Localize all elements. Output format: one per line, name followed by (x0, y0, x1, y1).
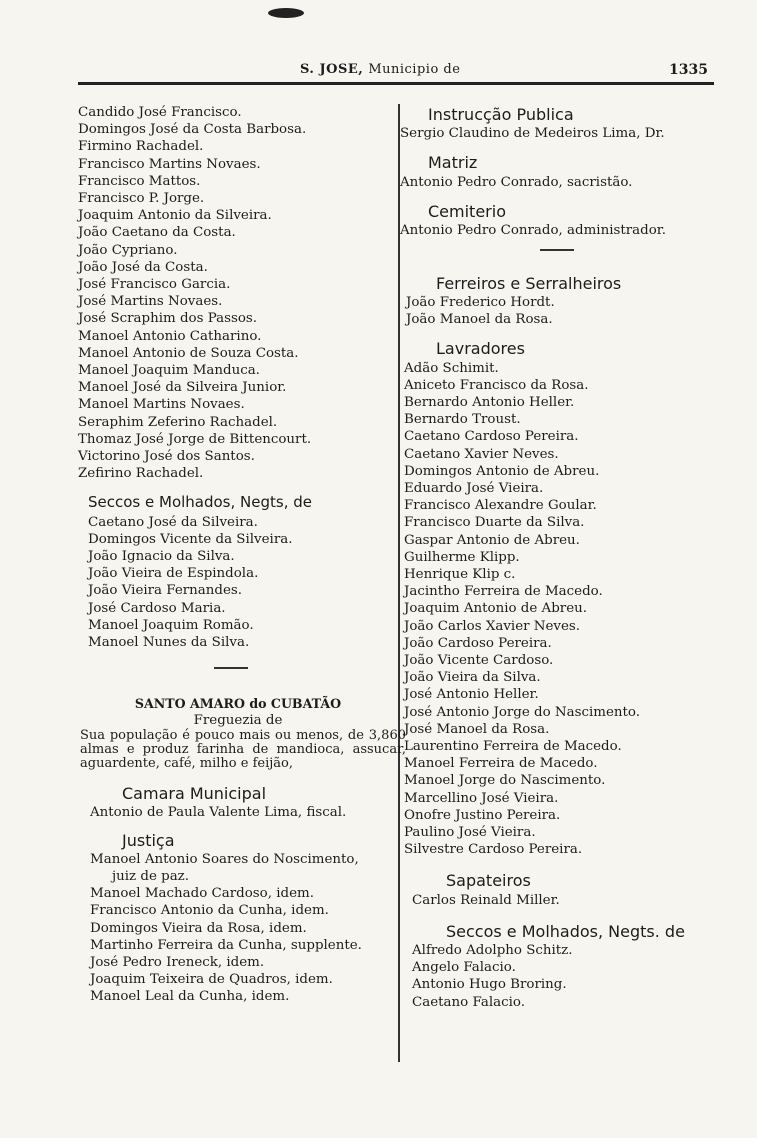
list-item: Manoel Leal da Cunha, idem. (90, 989, 290, 1005)
list-item: Martinho Ferreira da Cunha, supplente. (90, 937, 362, 953)
list-item: Manoel Joaquim Romão. (88, 617, 254, 633)
header-municipio: Municipio de (368, 62, 461, 77)
sapateiros-heading: Sapateiros (446, 871, 531, 891)
list-item: José Antonio Jorge do Nascimento. (404, 704, 640, 720)
name-list-top (78, 104, 408, 482)
list-item: João Caetano da Costa. (78, 225, 236, 241)
list-item: João Cypriano. (78, 242, 178, 258)
list-item: Francisco P. Jorge. (78, 191, 205, 207)
page-header (80, 62, 712, 80)
list-item: José Cardoso Maria. (88, 600, 226, 616)
list-item: João Vieira da Silva. (404, 670, 541, 686)
list-item: Marcellino José Vieira. (404, 790, 559, 806)
list-item: Antonio de Paula Valente Lima, fiscal. (90, 805, 347, 821)
list-item: João Vieira de Espindola. (88, 566, 259, 582)
list-item: Joaquim Antonio de Abreu. (404, 601, 588, 617)
header-place: S. JOSE, (300, 62, 364, 77)
section-divider (214, 667, 248, 669)
left-column (78, 104, 408, 1006)
list-item: José Manoel da Rosa. (404, 721, 550, 737)
lavradores-heading: Lavradores (436, 339, 525, 359)
list-item: José Francisco Garcia. (78, 277, 231, 293)
sapateiros-list (400, 892, 720, 909)
header-rule (78, 82, 714, 85)
list-item: Angelo Falacio. (412, 960, 516, 976)
list-item: Bernardo Troust. (404, 412, 521, 428)
list-item: Guilherme Klipp. (404, 549, 520, 565)
list-item: Manoel Ferreira de Macedo. (404, 756, 598, 772)
right-column (400, 104, 720, 1011)
list-item: Gaspar Antonio de Abreu. (404, 532, 580, 548)
list-item: João Cardoso Pereira. (404, 635, 552, 651)
list-item: João Vicente Cardoso. (404, 652, 554, 668)
cemiterio-line: Antonio Pedro Conrado, administrador. (400, 223, 666, 239)
list-item: José Pedro Ireneck, idem. (90, 955, 265, 971)
instrucao-heading: Instrucção Publica (428, 105, 574, 124)
list-item: João Carlos Xavier Neves. (404, 618, 581, 634)
santo-amaro-heading: SANTO AMARO do CUBATÃO (134, 695, 342, 711)
list-item: Domingos José da Costa Barbosa. (78, 122, 307, 138)
list-item: Caetano Xavier Neves. (404, 446, 559, 462)
list-item: Henrique Klip c. (404, 566, 516, 582)
list-item: juiz de paz. (112, 869, 189, 885)
seccos-list-left (78, 514, 408, 652)
list-item: Domingos Vieira da Rosa, idem. (90, 920, 307, 936)
populacao-text: Sua população é pouco mais ou menos, de 3,860 almas e produz farinha de mandioca, assucar, aguardente, café, milho e feijão, (80, 728, 406, 772)
list-item: Bernardo Antonio Heller. (404, 394, 575, 410)
list-item: Domingos Vicente da Silveira. (88, 531, 293, 547)
list-item: Francisco Martins Novaes. (78, 156, 261, 172)
list-item: Adão Schimit. (404, 360, 499, 376)
list-item: Onofre Justino Pereira. (404, 807, 561, 823)
list-item: Caetano Cardoso Pereira. (404, 429, 579, 445)
list-item: João Vieira Fernandes. (88, 583, 243, 599)
list-item: Laurentino Ferreira de Macedo. (404, 739, 622, 754)
list-item: Domingos Antonio de Abreu. (404, 463, 600, 479)
camara-list (78, 804, 408, 821)
list-item: Seraphim Zeferino Rachadel. (78, 414, 278, 430)
list-item: Manoel Martins Novaes. (78, 397, 245, 413)
list-item: Manoel Antonio de Souza Costa. (78, 345, 299, 361)
instrucao-line: Sergio Claudino de Medeiros Lima, Dr. (400, 126, 665, 142)
page-number: 1335 (669, 62, 708, 78)
list-item: João José da Costa. (78, 259, 208, 275)
matriz-heading: Matriz (428, 153, 478, 173)
list-item: Eduardo José Vieira. (404, 480, 544, 496)
seccos-heading-left: Seccos e Molhados, Negts, de (88, 493, 312, 512)
list-item: Manoel Antonio Soares do Noscimento, (90, 851, 359, 867)
header-title (300, 62, 460, 77)
list-item: Francisco Antonio da Cunha, idem. (90, 903, 329, 919)
list-item: Caetano Falacio. (412, 994, 525, 1010)
list-item: Manoel Jorge do Nascimento. (404, 773, 606, 789)
list-item: Francisco Alexandre Goular. (404, 498, 597, 514)
list-item: Candido José Francisco. (78, 105, 242, 120)
freguezia-label: Freguezia de (193, 713, 283, 728)
matriz-line: Antonio Pedro Conrado, sacristão. (400, 174, 633, 190)
lavradores-list (400, 360, 720, 859)
list-item: João Ignacio da Silva. (88, 549, 235, 565)
list-item: Manoel José da Silveira Junior. (78, 380, 287, 396)
list-item: Aniceto Francisco da Rosa. (404, 377, 589, 393)
list-item: Caetano José da Silveira. (88, 514, 258, 530)
ferreiros-list (400, 294, 720, 328)
list-item: Jacintho Ferreira de Macedo. (404, 584, 603, 600)
list-item: Alfredo Adolpho Schitz. (412, 943, 573, 959)
ferreiros-heading: Ferreiros e Serralheiros (436, 273, 622, 293)
list-item: Manoel Joaquim Manduca. (78, 363, 260, 379)
list-item: Francisco Mattos. (78, 173, 201, 189)
list-item: Carlos Reinald Miller. (412, 892, 560, 908)
justica-heading: Justiça (122, 830, 175, 850)
list-item: Francisco Duarte da Silva. (404, 515, 585, 531)
list-item: Manoel Machado Cardoso, idem. (90, 886, 314, 902)
ink-blot (268, 8, 304, 18)
list-item: Manoel Nunes da Silva. (88, 635, 250, 651)
list-item: Thomaz José Jorge de Bittencourt. (78, 431, 312, 447)
list-item: Manoel Antonio Catharino. (78, 328, 262, 344)
list-item: João Frederico Hordt. (406, 294, 555, 310)
list-item: Victorino José dos Santos. (78, 449, 255, 465)
list-item: Joaquim Antonio da Silveira. (78, 208, 272, 224)
list-item: Joaquim Teixeira de Quadros, idem. (90, 972, 333, 988)
list-item: José Antonio Heller. (404, 687, 539, 703)
camara-heading: Camara Municipal (122, 784, 267, 804)
seccos-heading-right: Seccos e Molhados, Negts. de (446, 921, 685, 941)
list-item: Paulino José Vieira. (404, 825, 536, 841)
list-item: Zefirino Rachadel. (78, 466, 204, 482)
list-item: Antonio Hugo Broring. (412, 977, 567, 993)
list-item: José Martins Novaes. (78, 294, 223, 310)
justica-list (78, 851, 408, 1006)
section-divider (540, 249, 574, 251)
list-item: Firmino Rachadel. (78, 139, 204, 155)
cemiterio-heading: Cemiterio (428, 201, 506, 221)
seccos-list-right (400, 942, 720, 1011)
list-item: José Scraphim dos Passos. (78, 311, 258, 327)
list-item: João Manoel da Rosa. (406, 312, 553, 328)
list-item: Silvestre Cardoso Pereira. (404, 842, 583, 858)
